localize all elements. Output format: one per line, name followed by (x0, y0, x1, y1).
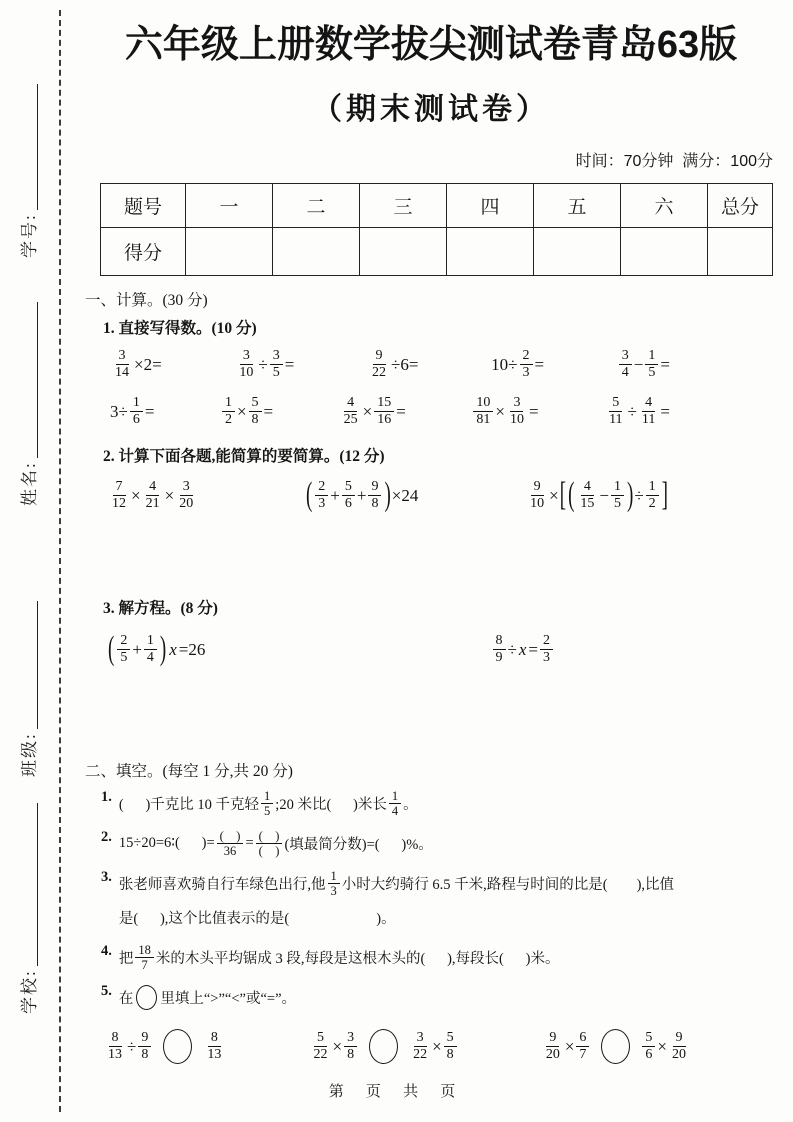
numerator: 7 (113, 479, 126, 496)
denominator: 22 (313, 1047, 328, 1062)
math-text: (填最简分数)=( )%。 (284, 837, 433, 853)
header-cell-2: 二 (273, 183, 360, 227)
fraction (389, 789, 401, 819)
math-text: ÷ (507, 639, 517, 659)
fraction (577, 479, 597, 512)
header-cell-1: 一 (186, 183, 273, 227)
item-number: 4. (101, 942, 112, 959)
numerator: ( ) (256, 829, 283, 844)
denominator: 13 (108, 1047, 122, 1062)
fraction (410, 1030, 430, 1063)
fraction (606, 395, 625, 428)
fraction (328, 869, 340, 899)
fraction (217, 829, 244, 859)
equations-heading: 3. 解方程。(8 分) (103, 599, 218, 617)
math-text: = (528, 401, 539, 421)
work-space (85, 520, 777, 590)
math-expression (308, 1029, 458, 1064)
math-text: = (144, 401, 155, 421)
page-footer: 第 页 共 页 (328, 1083, 465, 1100)
math-text: + (356, 485, 367, 505)
denominator: 2 (224, 412, 232, 427)
score-cell-empty (447, 227, 534, 275)
fill-item-4 (101, 941, 777, 975)
fill-item-2 (101, 827, 777, 861)
numerator: 1 (328, 869, 340, 884)
denominator: 3 (522, 365, 530, 380)
denominator: 10 (530, 496, 545, 511)
header-cell-question-no: 题号 (101, 183, 186, 227)
denominator: 5 (272, 365, 280, 380)
denominator: 36 (223, 844, 237, 858)
fraction (112, 348, 132, 381)
math-expression (103, 1029, 226, 1064)
math-text: + (132, 639, 142, 659)
section1-heading: 一、计算。(30 分) (85, 291, 208, 309)
numerator: 9 (138, 1030, 151, 1047)
numerator: 3 (510, 395, 523, 412)
equations-row (107, 625, 555, 675)
fraction (540, 633, 553, 666)
math-text: 小时大约骑行 6.5 千米,路程与时间的比是( ),比值 (341, 877, 675, 893)
student-name-label: 姓名: (20, 461, 39, 506)
math-text: + (330, 485, 340, 505)
item-body (119, 867, 777, 935)
comparison-row (103, 1023, 691, 1071)
math-text: ×24 (391, 485, 419, 505)
denominator: 13 (207, 1047, 222, 1062)
denominator: 4 (621, 365, 629, 380)
class-write-line (37, 601, 38, 729)
math-text: ÷ (634, 485, 644, 505)
numerator: 4 (344, 395, 357, 412)
numerator: 3 (414, 1030, 427, 1047)
math-expression (541, 1029, 691, 1064)
numerator: 4 (581, 479, 594, 496)
math-text: ( )千克比 10 千克轻 (118, 797, 260, 813)
fraction (527, 479, 547, 512)
math-text: 15÷20=6∶( )= (118, 835, 215, 851)
item-body (119, 827, 777, 861)
math-text: ;20 米比( )米长 (275, 797, 387, 813)
numerator: 1 (222, 395, 235, 412)
numerator: 1 (130, 395, 143, 412)
math-expression (339, 395, 406, 428)
fraction (105, 1030, 125, 1063)
fraction (473, 395, 493, 428)
score-row-label: 得分 (101, 227, 186, 275)
fraction (368, 479, 381, 512)
numerator: 1 (389, 789, 401, 804)
math-text: × (549, 485, 559, 505)
school-label: 学校: (20, 969, 39, 1014)
math-text: ÷6= (391, 354, 419, 374)
math-text: ×2= (134, 354, 162, 374)
denominator: 9 (495, 650, 503, 665)
fraction (369, 348, 389, 381)
math-text: × (495, 401, 505, 421)
denominator: 11 (641, 412, 656, 427)
variable: x (169, 639, 177, 659)
direct-calc-heading: 1. 直接写得数。(10 分) (103, 319, 257, 337)
numerator: 9 (673, 1030, 686, 1047)
item-number: 1. (101, 788, 112, 805)
math-text: × (236, 401, 247, 421)
item-body (119, 787, 777, 821)
fraction (342, 479, 355, 512)
math-text: − (599, 485, 609, 505)
class-field (16, 599, 42, 777)
numerator: 9 (368, 479, 381, 496)
math-text: − (633, 354, 644, 374)
math-text: 把 (118, 951, 134, 967)
numerator: 2 (520, 348, 533, 365)
math-expression (604, 395, 670, 428)
fraction (520, 348, 533, 381)
fraction (507, 395, 527, 428)
math-text: 。 (403, 797, 418, 813)
denominator: 20 (672, 1047, 686, 1062)
score-cell-empty (534, 227, 621, 275)
numerator: 1 (144, 633, 157, 650)
score-cell-empty (273, 227, 360, 275)
paper-title: 六年级上册数学拔尖测试卷青岛63版 (124, 24, 738, 66)
fraction (639, 395, 658, 428)
fraction (204, 1030, 224, 1063)
denominator: 5 (120, 650, 128, 665)
fraction (144, 633, 157, 666)
item-body (119, 981, 777, 1015)
big-bracket: ( (305, 475, 313, 514)
math-expression (107, 479, 198, 512)
fill-item-5 (101, 981, 777, 1015)
denominator: 5 (264, 804, 271, 818)
math-expression (617, 348, 670, 381)
math-expression (367, 348, 418, 381)
math-expression (471, 395, 538, 428)
numerator: 8 (208, 1030, 221, 1047)
math-text: × (564, 1036, 575, 1056)
fraction (270, 348, 283, 381)
math-text: × (164, 485, 175, 505)
denominator: 6 (132, 412, 140, 427)
math-text: × (362, 401, 373, 421)
numerator: 8 (493, 633, 506, 650)
numerator: 3 (270, 348, 283, 365)
fill-item-1 (101, 787, 777, 821)
math-expression (491, 348, 544, 381)
math-text: 是( ),这个比值表示的是( )。 (118, 911, 396, 927)
denominator: 20 (179, 496, 194, 511)
numerator: 4 (642, 395, 655, 412)
math-text: = (534, 354, 545, 374)
denominator: 15 (580, 496, 595, 511)
fraction (222, 395, 235, 428)
fraction (117, 633, 130, 666)
math-text: ÷ (127, 1036, 137, 1056)
numerator: 3 (180, 479, 193, 496)
simplify-problems-row (107, 472, 669, 520)
denominator: 3 (318, 496, 326, 511)
numerator: 6 (576, 1030, 589, 1047)
fraction (315, 479, 328, 512)
header-cell-5: 五 (534, 183, 621, 227)
math-text: 米的木头平均锯成 3 段,每段是这根木头的( ),每段长( )米。 (155, 951, 560, 967)
math-text: ÷ (627, 401, 637, 421)
item-number: 2. (101, 828, 112, 845)
direct-calc-row-1 (110, 345, 670, 385)
math-text: = (660, 354, 670, 374)
denominator: 20 (545, 1047, 560, 1062)
denominator: 7 (579, 1047, 587, 1062)
simplify-calc-heading: 2. 计算下面各题,能简算的要简算。(12 分) (103, 447, 385, 465)
fraction (256, 829, 283, 859)
variable: x (518, 639, 527, 659)
denominator: 10 (239, 365, 254, 380)
fraction (138, 1030, 151, 1063)
numerator: 5 (444, 1030, 457, 1047)
item-text-line (119, 981, 777, 1015)
fraction (493, 633, 506, 666)
denominator: 21 (145, 496, 160, 511)
numerator: 10 (473, 395, 493, 412)
fraction (619, 348, 632, 381)
numerator: 2 (315, 479, 328, 496)
math-text: ÷ (258, 354, 268, 374)
fraction (344, 1030, 357, 1063)
comparison-circle (601, 1029, 630, 1064)
numerator: 15 (374, 395, 394, 412)
math-text: 10÷ (491, 354, 518, 374)
score-cell-empty (621, 227, 708, 275)
denominator: 4 (391, 804, 399, 818)
numerator: 9 (531, 479, 544, 496)
paper-main (85, 0, 777, 1071)
big-bracket: ) (384, 475, 391, 514)
item-text-line (119, 901, 777, 935)
denominator: 8 (141, 1047, 149, 1062)
student-id-field (16, 82, 42, 258)
score-cell-empty (186, 227, 273, 275)
fill-item-3 (101, 867, 777, 935)
math-expression (491, 633, 555, 666)
numerator: 5 (342, 479, 355, 496)
school-field (16, 801, 42, 1014)
numerator: 3 (619, 348, 632, 365)
denominator: 14 (115, 365, 129, 380)
score-cell-empty (708, 227, 773, 275)
denominator: 16 (377, 412, 392, 427)
numerator: 18 (135, 943, 154, 958)
fraction (135, 943, 154, 973)
fraction (646, 479, 659, 512)
denominator: 6 (645, 1047, 653, 1062)
numerator: 1 (611, 479, 624, 496)
math-text: = (263, 401, 274, 421)
student-id-label: 学号: (20, 213, 39, 258)
math-text: 在 (118, 991, 134, 1007)
fraction (374, 395, 394, 428)
math-expression (107, 629, 206, 668)
math-expression (525, 475, 669, 514)
numerator: 3 (240, 348, 253, 365)
fraction (645, 348, 658, 381)
denominator: 11 (609, 412, 623, 427)
header-cell-total: 总分 (708, 183, 773, 227)
denominator: 8 (371, 496, 379, 511)
numerator: 5 (314, 1030, 327, 1047)
math-expression (110, 348, 162, 381)
direct-calc-row-2 (110, 392, 670, 432)
fraction (611, 479, 624, 512)
math-text: 张老师喜欢骑自行车绿色出行,他 (118, 877, 326, 893)
numerator: 5 (249, 395, 262, 412)
math-text: = (528, 639, 538, 659)
math-expression (220, 395, 273, 428)
fraction (310, 1030, 330, 1063)
student-name-field (16, 300, 42, 506)
score-table-header-row (101, 183, 773, 227)
item-number: 5. (101, 982, 112, 999)
item-text-line (119, 941, 777, 975)
denominator: 8 (446, 1047, 454, 1062)
student-id-write-line (37, 84, 38, 210)
denominator: ( ) (258, 844, 280, 858)
numerator: 3 (344, 1030, 357, 1047)
numerator: 2 (540, 633, 553, 650)
math-expression (305, 475, 419, 514)
denominator: 7 (141, 958, 148, 972)
numerator: 4 (146, 479, 159, 496)
comparison-circle (369, 1029, 398, 1064)
denominator: 4 (146, 650, 154, 665)
item-text-line (119, 867, 777, 901)
big-bracket: ] (661, 475, 668, 514)
numerator: ( ) (217, 829, 244, 844)
denominator: 5 (648, 365, 656, 380)
denominator: 25 (343, 412, 358, 427)
numerator: 5 (642, 1030, 655, 1047)
fraction (543, 1030, 563, 1063)
work-space (85, 675, 777, 747)
big-bracket: ( (108, 629, 115, 668)
denominator: 8 (251, 412, 259, 427)
item-number: 3. (101, 868, 112, 885)
numerator: 2 (117, 633, 130, 650)
denominator: 8 (347, 1047, 355, 1062)
numerator: 3 (116, 348, 129, 365)
comparison-circle (136, 985, 157, 1010)
fraction (130, 395, 143, 428)
math-text: 3÷ (110, 401, 128, 421)
fraction (576, 1030, 589, 1063)
score-cell-empty (360, 227, 447, 275)
numerator: 9 (373, 348, 386, 365)
header-cell-6: 六 (621, 183, 708, 227)
numerator: 5 (609, 395, 622, 412)
fraction (444, 1030, 457, 1063)
math-expression (110, 395, 154, 428)
score-table (100, 183, 773, 276)
big-bracket: ) (627, 475, 634, 514)
fraction (143, 479, 163, 512)
denominator: 2 (648, 496, 656, 511)
big-bracket: [ (559, 475, 567, 514)
big-bracket: ( (568, 475, 575, 514)
header-cell-3: 三 (360, 183, 447, 227)
math-text: × (432, 1036, 442, 1056)
denominator: 22 (372, 365, 387, 380)
fraction (341, 395, 361, 428)
paper-subtitle: （期末测试卷） (312, 92, 550, 126)
numerator: 9 (546, 1030, 559, 1047)
numerator: 1 (261, 789, 273, 804)
denominator: 10 (509, 412, 524, 427)
header-cell-4: 四 (447, 183, 534, 227)
denominator: 12 (112, 496, 126, 511)
item-text-line (119, 787, 777, 821)
school-write-line (37, 803, 38, 966)
numerator: 1 (645, 348, 658, 365)
math-text: = (245, 835, 254, 851)
denominator: 5 (614, 496, 621, 511)
class-label: 班级: (20, 732, 39, 777)
math-expression (234, 348, 294, 381)
fraction (261, 789, 273, 819)
big-bracket: ) (159, 629, 167, 668)
math-text: = (284, 354, 295, 374)
section2-heading: 二、填空。(每空 1 分,共 20 分) (85, 762, 293, 780)
fraction (109, 479, 129, 512)
denominator: 3 (543, 650, 550, 665)
denominator: 22 (413, 1047, 428, 1062)
fraction (669, 1030, 689, 1063)
math-text: =26 (178, 639, 206, 659)
math-text: 里填上“>”“<”或“=”。 (160, 991, 297, 1007)
student-name-write-line (37, 302, 38, 458)
fraction (249, 395, 262, 428)
math-text: × (657, 1036, 667, 1056)
fraction (236, 348, 256, 381)
comparison-circle (163, 1029, 192, 1064)
numerator: 1 (646, 479, 659, 496)
fraction (176, 479, 196, 512)
math-text: = (396, 401, 406, 421)
fold-dashed-line (59, 10, 61, 1112)
math-text: × (131, 485, 141, 505)
item-body (119, 941, 777, 975)
numerator: 8 (109, 1030, 122, 1047)
time-and-score-info: 时间：70分钟 满分：100分 (575, 152, 773, 170)
score-table-score-row (101, 227, 773, 275)
item-text-line (119, 827, 777, 861)
denominator: 81 (476, 412, 491, 427)
denominator: 3 (330, 884, 337, 898)
math-text: × (332, 1036, 343, 1056)
denominator: 6 (344, 496, 352, 511)
math-text: = (660, 401, 670, 421)
fraction (642, 1030, 655, 1063)
